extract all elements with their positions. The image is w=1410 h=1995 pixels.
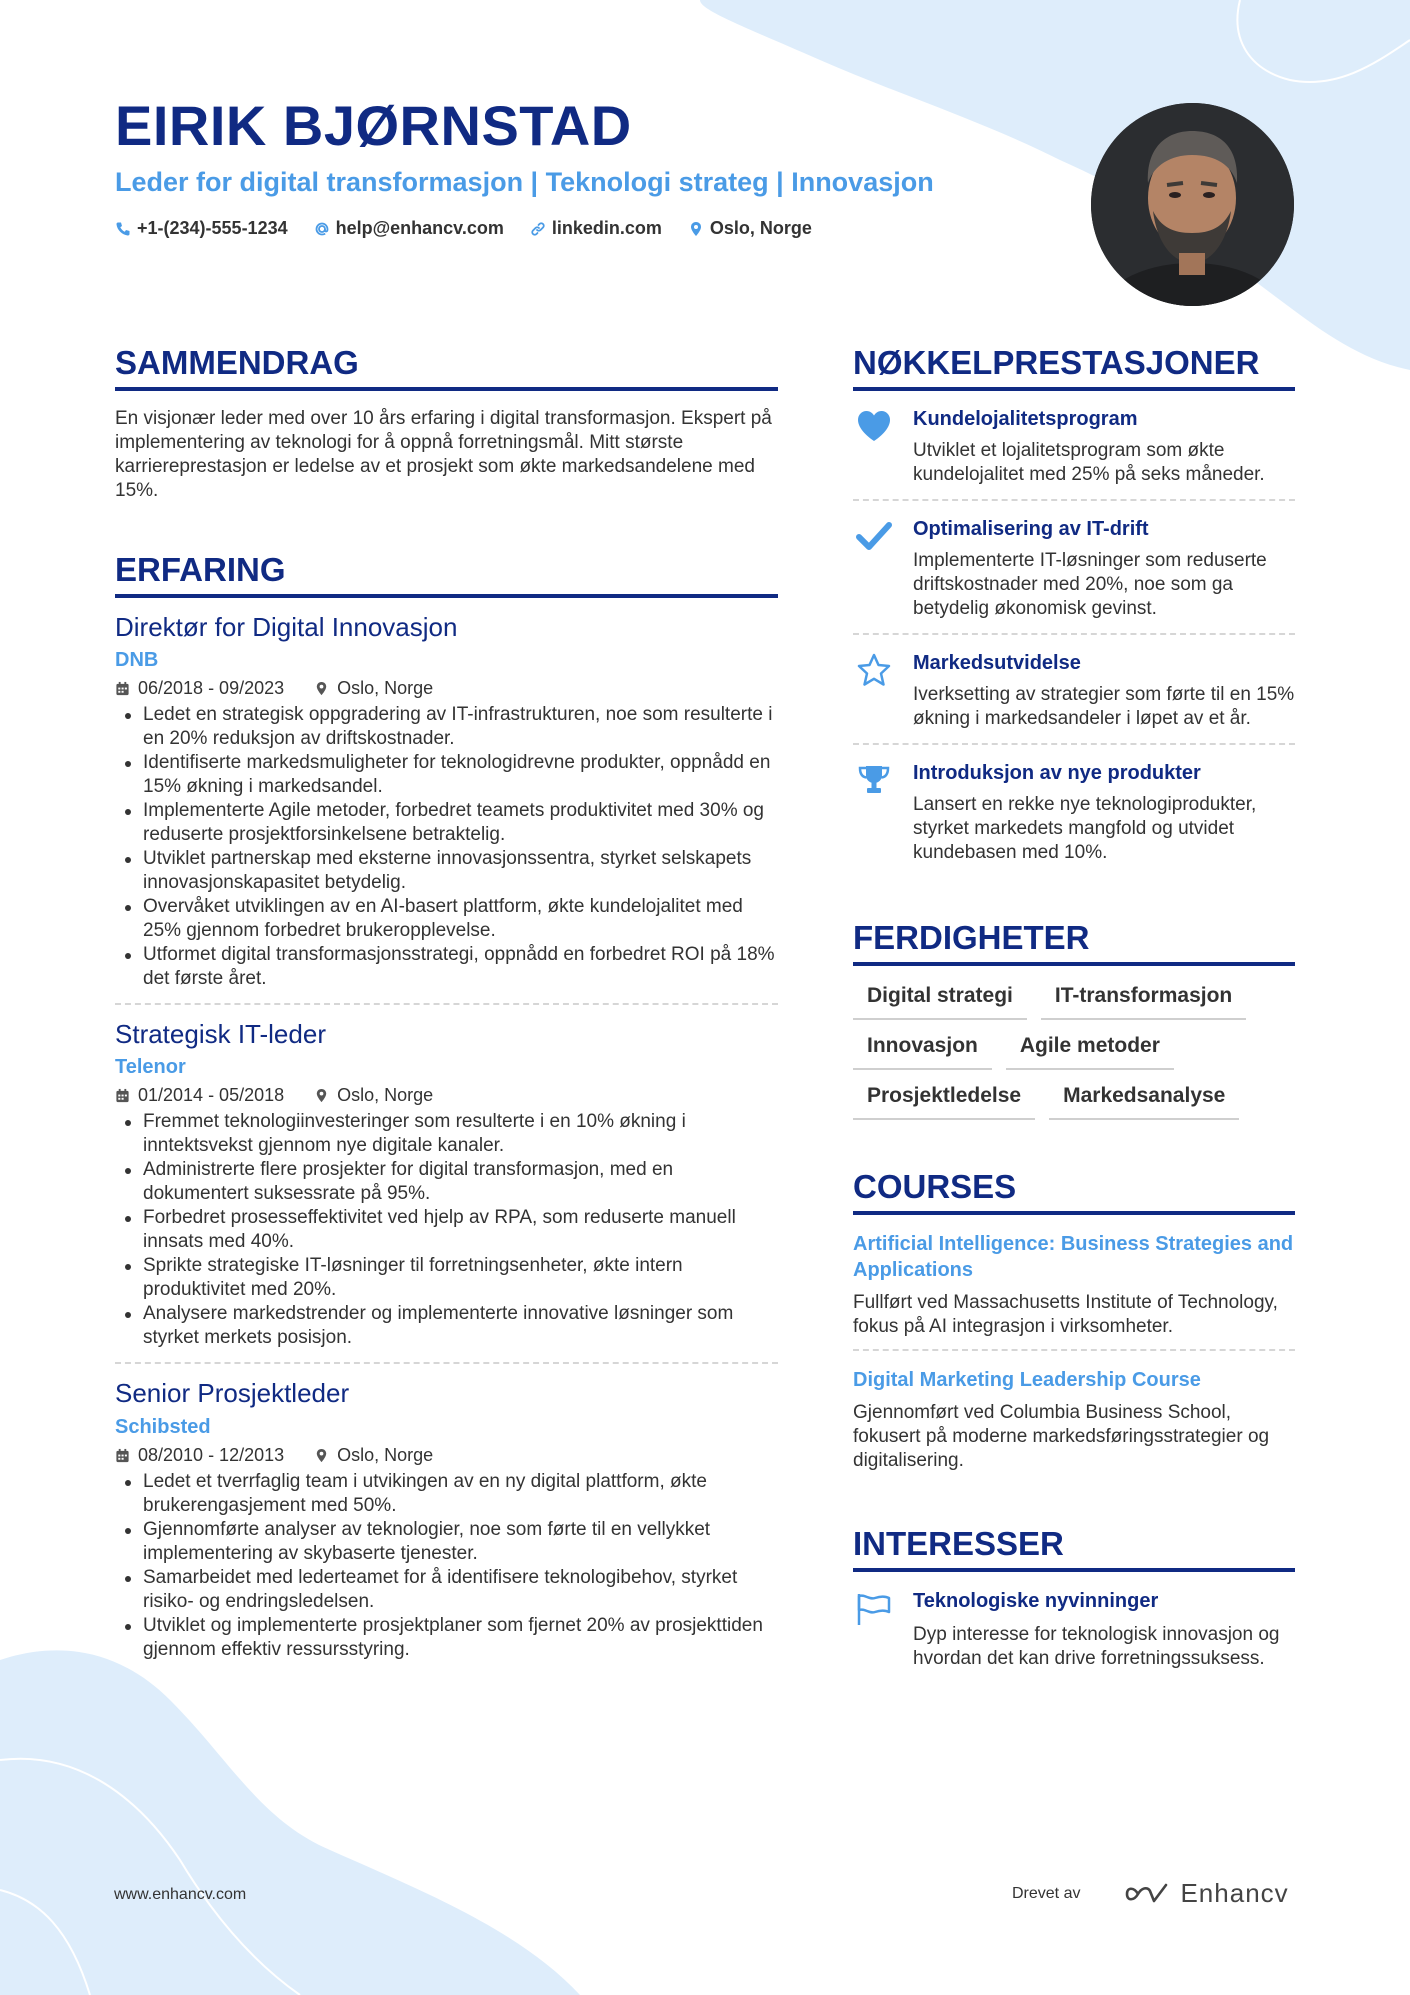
achievement-item: [853, 391, 1295, 501]
location-text: Oslo, Norge: [709, 218, 812, 238]
dates-text: 01/2014 - 05/2018: [138, 1085, 285, 1106]
interests-heading: INTERESSER: [853, 1527, 1295, 1572]
bullet-item: Utviklet og implementerte prosjektplaner som fjernet 20% av prosjekttiden gjennom effektiv ressursstyring.: [115, 1614, 778, 1662]
star-icon: [855, 653, 893, 687]
skill-tag: Digital strategi: [853, 984, 1027, 1020]
bullet-item: Implementerte Agile metoder, forbedret teamets produktivitet med 30% og reduserte prosjektforsinkelsene betraktelig.: [115, 799, 778, 847]
email-text: help@enhancv.com: [335, 218, 504, 238]
powered-by-label: Drevet av: [1012, 1884, 1081, 1902]
enhancv-logo-icon: [1124, 1881, 1170, 1907]
right-column: [853, 346, 1295, 1671]
achievements-list: [853, 391, 1295, 877]
bullet-item: Utformet digital transformasjonsstrategi, oppnådd en forbedret ROI på 18% det første året.: [115, 943, 778, 991]
location-text: Oslo, Norge: [337, 1444, 434, 1465]
at-icon: [314, 221, 330, 237]
course-desc: Fullført ved Massachusetts Institute of Technology, fokus på AI integrasjon i virksomheter.: [853, 1292, 1278, 1337]
job-meta: [115, 678, 778, 699]
location-pin-icon: [314, 1448, 329, 1463]
brand-logo[interactable]: [1124, 1878, 1288, 1909]
heart-icon: [855, 409, 893, 443]
contact-location: [688, 218, 812, 239]
job-title: Senior Prosjektleder: [115, 1378, 350, 1409]
divider: [115, 1003, 778, 1005]
summary-text: En visjonær leder med over 10 års erfaring i digital transformasjon. Ekspert på implementering av teknologi for å oppnå forretningsmål. Mitt største karriereprestasjon er ledelse av et prosjekt som økte markedsandelene med 15%.: [115, 408, 772, 501]
check-icon: [855, 519, 893, 553]
course-item: [853, 1351, 1295, 1483]
phone-text: +1-(234)-555-1234: [137, 218, 288, 238]
course-title: Artificial Intelligence: Business Strategies and Applications: [853, 1233, 1294, 1281]
course-desc: Gjennomført ved Columbia Business School, fokusert på moderne markedsføringsstrategier og digitalisering.: [853, 1402, 1270, 1471]
location-pin-icon: [314, 1088, 329, 1103]
contact-linkedin[interactable]: [530, 218, 662, 239]
experience-item: [115, 1019, 778, 1364]
summary-heading: SAMMENDRAG: [115, 346, 778, 391]
bullet-item: Analysere markedstrender og implementerte innovative løsninger som styrket merkets posisjon.: [115, 1302, 778, 1350]
bullet-item: Utviklet partnerskap med eksterne innovasjonssentra, styrket selskapets innovasjonskapasitet betydelig.: [115, 847, 778, 895]
achievement-item: [853, 635, 1295, 745]
headline: Leder for digital transformasjon | Teknologi strateg | Innovasjon: [115, 167, 934, 197]
divider: [115, 1362, 778, 1364]
skills-heading: FERDIGHETER: [853, 921, 1295, 966]
job-bullets: [115, 1470, 778, 1662]
bullet-item: Ledet en strategisk oppgradering av IT-infrastrukturen, noe som resulterte i en 20% reduksjon av driftskostnader.: [115, 703, 778, 751]
link-icon: [530, 221, 546, 237]
calendar-icon: [115, 1088, 130, 1103]
experience-item: [115, 1378, 778, 1661]
bullet-item: Identifiserte markedsmuligheter for teknologidrevne produkter, oppnådd en 15% økning i markedsandel.: [115, 751, 778, 799]
achievement-desc: Iverksetting av strategier som førte til en 15% økning i markedsandeler i løpet av et år.: [913, 684, 1295, 729]
calendar-icon: [115, 1448, 130, 1463]
location-pin-icon: [688, 221, 704, 237]
achievement-title: Introduksjon av nye produkter: [913, 762, 1201, 784]
achievement-title: Optimalisering av IT-drift: [913, 518, 1149, 540]
job-bullets: [115, 1110, 778, 1350]
location-text: Oslo, Norge: [337, 678, 434, 699]
experience-item: [115, 612, 778, 1005]
skill-tag: IT-transformasjon: [1041, 984, 1246, 1020]
contact-email[interactable]: [314, 218, 504, 239]
courses-list: [853, 1215, 1295, 1483]
course-item: [853, 1215, 1295, 1351]
experience-heading: ERFARING: [115, 553, 778, 598]
interest-item: [853, 1572, 1295, 1671]
skill-tag: Agile metoder: [1006, 1034, 1174, 1070]
achievement-item: [853, 501, 1295, 635]
bullet-item: Sprikte strategiske IT-løsninger til forretningsenheter, økte intern produktivitet med 20%.: [115, 1254, 778, 1302]
bullet-item: Administrerte flere prosjekter for digital transformasjon, med en dokumentert suksessrate på 95%.: [115, 1158, 778, 1206]
job-location: [314, 1445, 433, 1466]
job-dates: [115, 1085, 284, 1106]
achievement-desc: Utviklet et lojalitetsprogram som økte kundelojalitet med 25% på seks måneder.: [913, 440, 1265, 485]
course-title: Digital Marketing Leadership Course: [853, 1369, 1201, 1391]
candidate-name: EIRIK BJØRNSTAD: [115, 94, 632, 157]
bullet-item: Gjennomførte analyser av teknologier, noe som førte til en vellykket implementering av skybaserte tjenester.: [115, 1518, 778, 1566]
brand-name: Enhancv: [1180, 1878, 1289, 1908]
left-column: [115, 346, 778, 1662]
job-meta: [115, 1085, 778, 1106]
bullet-item: Fremmet teknologiinvesteringer som resulterte i en 10% økning i inntektsvekst gjennom nye digitale kanaler.: [115, 1110, 778, 1158]
dates-text: 08/2010 - 12/2013: [138, 1444, 285, 1465]
job-title: Direktør for Digital Innovasjon: [115, 612, 458, 642]
job-meta: [115, 1445, 778, 1466]
company-name: Telenor: [115, 1056, 186, 1079]
job-dates: [115, 1445, 284, 1466]
bullet-item: Samarbeidet med lederteamet for å identifisere teknologibehov, styrket risiko- og endringsledelsen.: [115, 1566, 778, 1614]
achievement-desc: Implementerte IT-løsninger som reduserte driftskostnader med 20%, noe som ga betydelig økonomisk gevinst.: [913, 550, 1267, 619]
job-location: [314, 1085, 433, 1106]
job-dates: [115, 678, 284, 699]
location-text: Oslo, Norge: [337, 1085, 434, 1106]
skill-tag: Innovasjon: [853, 1034, 992, 1070]
skill-tag: Markedsanalyse: [1049, 1084, 1239, 1120]
bullet-item: Ledet et tverrfaglig team i utvikingen av en ny digital plattform, økte brukerengasjement med 50%.: [115, 1470, 778, 1518]
company-name: DNB: [115, 649, 159, 672]
interest-desc: Dyp interesse for teknologisk innovasjon og hvordan det kan drive forretningssuksess.: [913, 1624, 1280, 1669]
profile-photo: [1091, 103, 1294, 306]
achievement-desc: Lansert en rekke nye teknologiprodukter, styrket markedets mangfold og utvidet kundebasen med 10%.: [913, 794, 1257, 863]
footer-website[interactable]: www.enhancv.com: [114, 1886, 247, 1903]
achievements-heading: NØKKELPRESTASJONER: [853, 346, 1295, 391]
job-bullets: [115, 703, 778, 991]
calendar-icon: [115, 681, 130, 696]
phone-icon: [115, 221, 131, 237]
portrait-illustration: [1091, 103, 1294, 306]
job-location: [314, 678, 433, 699]
linkedin-text: linkedin.com: [551, 218, 662, 238]
contact-phone[interactable]: [115, 218, 288, 239]
achievement-title: Markedsutvidelse: [913, 652, 1081, 674]
courses-heading: COURSES: [853, 1170, 1295, 1215]
achievement-title: Kundelojalitetsprogram: [913, 408, 1138, 430]
dates-text: 06/2018 - 09/2023: [138, 678, 285, 699]
flag-icon: [855, 1592, 893, 1626]
job-title: Strategisk IT-leder: [115, 1019, 326, 1050]
contact-bar: [115, 218, 812, 239]
skills-list: [853, 984, 1295, 1120]
skill-tag: Prosjektledelse: [853, 1084, 1035, 1120]
trophy-icon: [855, 763, 893, 797]
company-name: Schibsted: [115, 1415, 211, 1438]
bullet-item: Forbedret prosesseffektivitet ved hjelp av RPA, som reduserte manuell innsats med 40%.: [115, 1206, 778, 1254]
footer-branding: [1012, 1878, 1289, 1909]
location-pin-icon: [314, 681, 329, 696]
interest-title: Teknologiske nyvinninger: [913, 1590, 1159, 1612]
achievement-item: [853, 745, 1295, 877]
bullet-item: Overvåket utviklingen av en AI-basert plattform, økte kundelojalitet med 25% gjennom forbedret brukeropplevelse.: [115, 895, 778, 943]
